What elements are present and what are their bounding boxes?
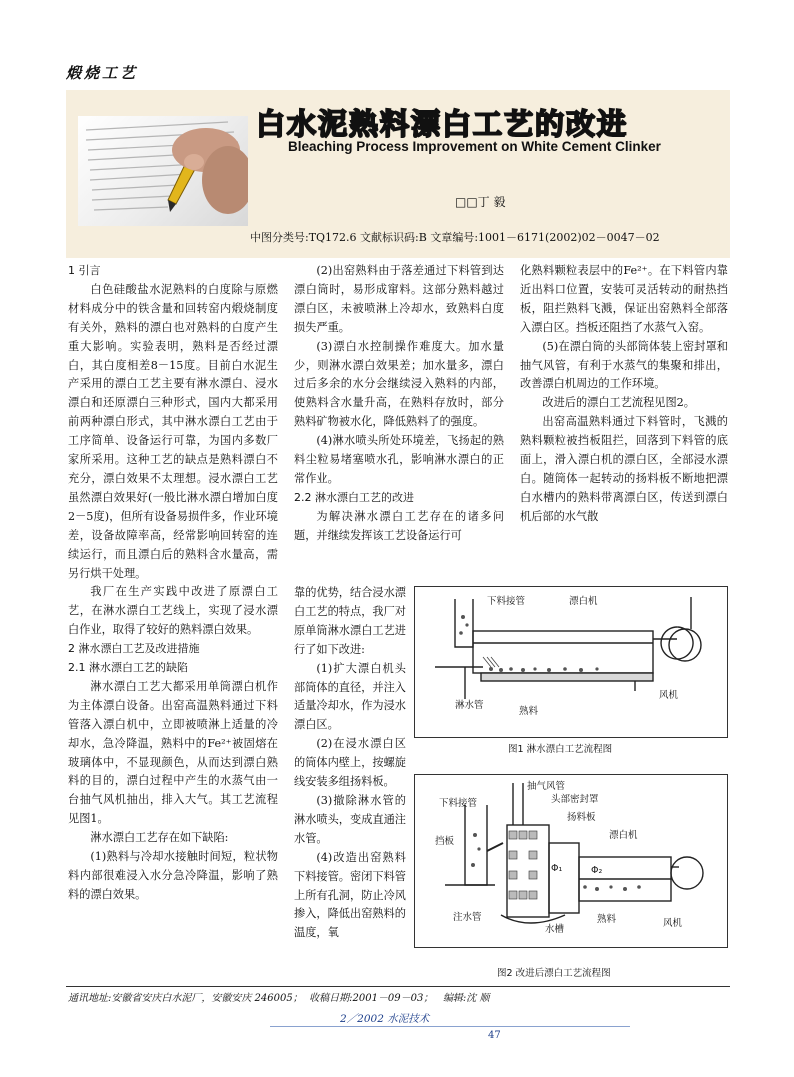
fig1-label-spray: 淋水管 bbox=[455, 700, 484, 711]
figure-1 bbox=[414, 586, 728, 738]
figure-2-caption: 图2 改进后漂白工艺流程图 bbox=[497, 968, 611, 979]
fig2-label-d2: Φ₂ bbox=[591, 865, 603, 876]
fig2-label-exhaust: 抽气风管 bbox=[527, 781, 566, 792]
fig2-label-lifter: 扬料板 bbox=[567, 812, 596, 823]
paragraph: 淋水漂白工艺存在如下缺陷: bbox=[90, 831, 229, 845]
paragraph: (1)熟料与冷却水接触时间短，粒状物料内部很难浸入水分急冷降温，影响了熟料的漂白效果。 bbox=[68, 850, 278, 901]
fig2-label-trough: 水槽 bbox=[545, 924, 565, 935]
paragraph: 改进后的漂白工艺流程见图2。 bbox=[542, 396, 695, 410]
fig2-label-d1: Φ₁ bbox=[551, 863, 563, 874]
paragraph: 靠的优势，结合浸水漂白工艺的特点，我厂对原单筒淋水漂白工艺进行了如下改进: bbox=[294, 586, 406, 656]
fig2-label-seal: 头部密封罩 bbox=[551, 794, 599, 805]
fig2-label-bleacher: 漂白机 bbox=[609, 830, 638, 841]
fig2-label-water-pipe: 注水管 bbox=[453, 912, 482, 923]
section-heading: 2 淋水漂白工艺及改进措施 bbox=[68, 642, 200, 656]
fig1-label-chute: 下料接管 bbox=[487, 596, 526, 607]
fig1-label-clinker: 熟料 bbox=[519, 706, 539, 717]
column-2 bbox=[294, 262, 504, 546]
fig1-label-fan: 风机 bbox=[659, 690, 679, 701]
fig2-label-clinker: 熟料 bbox=[597, 914, 617, 925]
article-title-en: Bleaching Process Improvement on White Cement Clinker bbox=[288, 139, 661, 154]
footer bbox=[68, 989, 490, 1004]
paragraph: (4)改造出窑熟料下料接管。密闭下料管上所有孔洞，防止冷风掺入，降低出窑熟料的温度，氧 bbox=[294, 850, 406, 940]
paragraph: 我厂在生产实践中改进了原漂白工艺，在淋水漂白工艺线上，实现了浸水漂白作业，取得了较好的熟料漂白效果。 bbox=[68, 585, 278, 637]
paragraph: (5)在漂白筒的头部筒体装上密封罩和抽气风管，有利于水蒸气的集聚和排出，改善漂白机周边的工作环境。 bbox=[520, 339, 728, 391]
column-1 bbox=[68, 262, 278, 905]
fig1-label-bleacher: 漂白机 bbox=[569, 596, 598, 607]
column-3 bbox=[520, 262, 728, 527]
figure-2 bbox=[414, 774, 728, 948]
paragraph: (1)扩大漂白机头部筒体的直径，并注入适量冷却水，作为浸水漂白区。 bbox=[294, 661, 406, 732]
column-2-lower bbox=[294, 584, 406, 943]
page-rule bbox=[270, 1026, 630, 1027]
writing-hand-photo bbox=[78, 116, 248, 226]
section-heading: 1 引言 bbox=[68, 264, 101, 277]
fig2-label-chute: 下料接管 bbox=[439, 798, 478, 809]
paragraph: (2)出窑熟料由于落差通过下料管到达漂白筒时，易形成窜料。这部分熟料越过漂白区，未被喷淋上冷却水，致熟料白度损失严重。 bbox=[294, 264, 504, 334]
fig2-label-baffle: 挡板 bbox=[435, 836, 455, 847]
section-heading: 2.2 淋水漂白工艺的改进 bbox=[294, 490, 414, 504]
footer-address: 通讯地址:安徽省安庆白水泥厂，安徽安庆 246005； bbox=[68, 993, 303, 1004]
paragraph: (3)撤除淋水管的淋水喷头，变成直通注水管。 bbox=[294, 793, 406, 845]
page-number: 47 bbox=[488, 1030, 501, 1041]
classification-line: 中图分类号:TQ172.6 文献标识码:B 文章编号:1001－6171(2002)02－0047－02 bbox=[250, 231, 660, 244]
author: □□丁 毅 bbox=[455, 195, 506, 209]
footer-editor: 编辑:沈 顺 bbox=[442, 993, 490, 1004]
paragraph: (3)漂白水控制操作难度大。加水量少，则淋水漂白效果差；加水量多，漂白过后多余的水分会继续浸入熟料的内部，使熟料含水量升高，在熟料存放时，部分熟料矿物被水化，降低熟料了的强度。 bbox=[294, 339, 504, 429]
paragraph: 出窑高温熟料通过下料管时，飞溅的熟料颗粒被挡板阻拦，回落到下料管的底面上，滑入漂白机的漂白区，全部浸水漂白。随筒体一起转动的扬料板不断地把漂白水槽内的熟料带离漂白区，传送到漂白机后部的水气散 bbox=[520, 415, 728, 523]
paragraph: 化熟料颗粒表层中的Fe²⁺。在下料管内靠近出料口位置，安装可灵活转动的耐热挡板，阻拦熟料飞溅，保证出窑熟料全部落入漂白区。挡板还阻挡了水蒸气入窑。 bbox=[520, 264, 728, 334]
paragraph: 淋水漂白工艺大都采用单筒漂白机作为主体漂白设备。出窑高温熟料通过下料管落入漂白机中，立即被喷淋上适量的冷却水，急冷降温，熟料中的Fe²⁺被固熔在玻璃体中，不显现颜色，从而达到漂白熟料的目的，漂白过程中产生的水蒸气由一台抽气风机抽出，排入大气。其工艺流程见图1。 bbox=[68, 679, 278, 826]
paragraph: (2)在浸水漂白区的筒体内壁上，按螺旋线安装多组扬料板。 bbox=[294, 737, 406, 789]
paragraph: 白色硅酸盐水泥熟料的白度除与原燃材料成分中的铁含量和回转窑内煅烧制度有关外，熟料的漂白也对熟料的白度产生重大影响。实验表明，熟料是否经过漂白，其白度相差8－15度。目前白水泥生产采用的漂白工艺主要有淋水漂白、浸水漂白和还原漂白三种形式，国内大都采用前两种漂白形式，其中淋水漂白工艺由于工序简单、设备运行可靠，为国内多数厂家所采用。这种工艺的缺点是熟料漂白不充分，漂白效果不太理想。浸水漂白工艺虽然漂白效果好(一般比淋水漂白增加白度2－5度)，但所有设备易损件多，作业环境差，设备故障率高，经常影响回转窑的连续运行，而且漂白后的熟料含水量高，需另行烘干处理。 bbox=[68, 282, 278, 580]
fig2-label-fan: 风机 bbox=[663, 918, 683, 929]
figure-1-caption: 图1 淋水漂白工艺流程图 bbox=[508, 744, 613, 755]
issue-label: 2／2002 水泥技术 bbox=[340, 1013, 430, 1025]
footer-rule bbox=[66, 986, 730, 987]
paragraph: 为解决淋水漂白工艺存在的诸多问题，并继续发挥该工艺设备运行可 bbox=[294, 509, 504, 542]
paragraph: (4)淋水喷头所处环境差，飞扬起的熟料尘粒易堵塞喷水孔，影响淋水漂白的正常作业。 bbox=[294, 434, 504, 485]
footer-received: 收稿日期:2001－09－03； bbox=[309, 993, 434, 1004]
article-title-cn: 白水泥熟料漂白工艺的改进 bbox=[256, 107, 629, 141]
section-heading: 2.1 淋水漂白工艺的缺陷 bbox=[68, 661, 188, 675]
section-tag: 煅烧工艺 bbox=[66, 64, 139, 82]
